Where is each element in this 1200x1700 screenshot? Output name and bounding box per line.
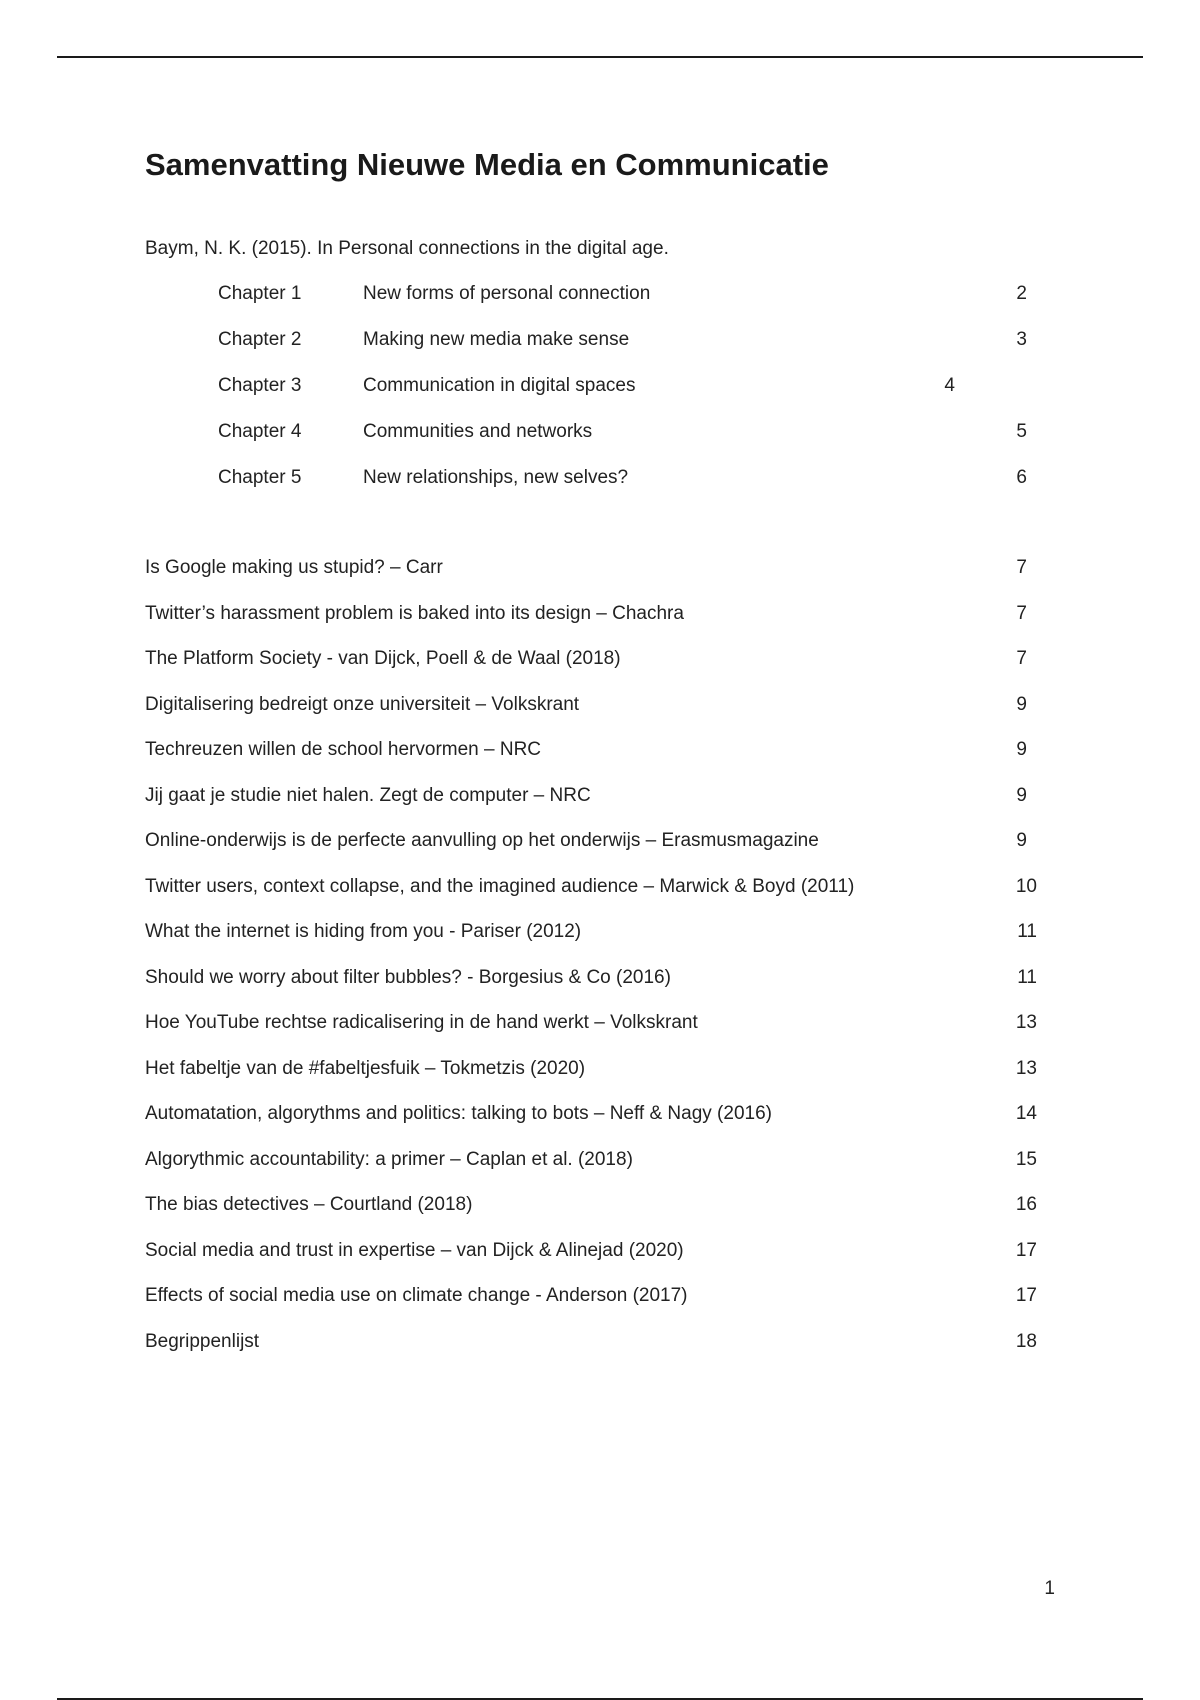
- article-page: 13: [1015, 1057, 1037, 1079]
- toc-article-row[interactable]: [0, 1058, 1200, 1104]
- article-title: What the internet is hiding from you - Pariser (2012): [145, 921, 582, 942]
- article-page: 9: [1016, 784, 1027, 806]
- chapter-page: 6: [1016, 467, 1027, 488]
- article-page: 7: [1016, 648, 1027, 669]
- toc-article-row[interactable]: [0, 739, 1200, 785]
- chapter-label: Chapter 5: [218, 467, 302, 488]
- chapter-title: Communities and networks: [363, 421, 593, 442]
- article-page: 7: [1016, 557, 1027, 578]
- toc-article-row[interactable]: [0, 1285, 1200, 1331]
- article-title: Jij gaat je studie niet halen. Zegt de computer – NRC: [145, 784, 591, 806]
- chapter-title: Making new media make sense: [363, 329, 630, 350]
- chapter-label: Chapter 3: [218, 375, 302, 396]
- chapter-title: Communication in digital spaces: [363, 375, 636, 396]
- toc-article-row[interactable]: [0, 1012, 1200, 1058]
- article-list: [0, 557, 1200, 1376]
- article-title: Het fabeltje van de #fabeltjesfuik – Tokmetzis (2020): [145, 1057, 586, 1079]
- toc-article-row[interactable]: [0, 1240, 1200, 1286]
- toc-article-row[interactable]: [0, 694, 1200, 740]
- chapter-title: New forms of personal connection: [363, 283, 651, 304]
- toc-article-row[interactable]: [0, 648, 1200, 694]
- article-page: 18: [1015, 1330, 1037, 1352]
- article-page: 16: [1015, 1194, 1037, 1215]
- toc-chapter-row[interactable]: [0, 329, 1200, 375]
- article-title: Is Google making us stupid? – Carr: [145, 557, 443, 578]
- toc-article-row[interactable]: [0, 603, 1200, 649]
- article-page: 9: [1016, 693, 1027, 715]
- chapter-page: 4: [944, 375, 955, 396]
- article-page: 9: [1016, 830, 1027, 851]
- chapter-page: 3: [1016, 329, 1027, 350]
- chapter-page: 2: [1016, 283, 1027, 304]
- chapter-list: [0, 283, 1200, 513]
- article-title: Online-onderwijs is de perfecte aanvulling op het onderwijs – Erasmusmagazine: [145, 830, 819, 851]
- article-page: 17: [1015, 1239, 1037, 1261]
- toc-article-row[interactable]: [0, 921, 1200, 967]
- article-title: Automatation, algorythms and politics: talking to bots – Neff & Nagy (2016): [145, 1103, 772, 1124]
- chapter-label: Chapter 1: [218, 283, 302, 304]
- article-page: 7: [1016, 602, 1027, 624]
- article-page: 11: [1017, 921, 1037, 942]
- article-title: Should we worry about filter bubbles? - Borgesius & Co (2016): [145, 966, 671, 988]
- article-title: Effects of social media use on climate change - Anderson (2017): [145, 1285, 688, 1306]
- chapter-title: New relationships, new selves?: [363, 467, 629, 488]
- article-title: Hoe YouTube rechtse radicalisering in de hand werkt – Volkskrant: [145, 1012, 698, 1033]
- intro-reference: Baym, N. K. (2015). In Personal connections in the digital age.: [145, 238, 669, 259]
- toc-article-row[interactable]: [0, 876, 1200, 922]
- article-page: 13: [1015, 1012, 1037, 1033]
- article-title: Techreuzen willen de school hervormen – NRC: [145, 739, 542, 760]
- document-title: Samenvatting Nieuwe Media en Communicatie: [145, 147, 829, 182]
- toc-article-row[interactable]: [0, 967, 1200, 1013]
- article-page: 10: [1015, 875, 1037, 897]
- toc-chapter-row[interactable]: [0, 421, 1200, 467]
- article-title: Twitter’s harassment problem is baked into its design – Chachra: [145, 602, 684, 624]
- article-title: The bias detectives – Courtland (2018): [145, 1194, 473, 1215]
- article-title: The Platform Society - van Dijck, Poell & de Waal (2018): [145, 648, 621, 669]
- toc-chapter-row[interactable]: [0, 467, 1200, 513]
- chapter-page: 5: [1016, 421, 1027, 442]
- article-title: Digitalisering bedreigt onze universiteit – Volkskrant: [145, 693, 580, 715]
- article-page: 15: [1015, 1148, 1037, 1170]
- article-title: Algorythmic accountability: a primer – Caplan et al. (2018): [145, 1148, 633, 1170]
- toc-article-row[interactable]: [0, 785, 1200, 831]
- article-title: Twitter users, context collapse, and the imagined audience – Marwick & Boyd (2011): [145, 875, 855, 897]
- toc-article-row[interactable]: [0, 1331, 1200, 1377]
- toc-article-row[interactable]: [0, 1103, 1200, 1149]
- toc-chapter-row[interactable]: [0, 283, 1200, 329]
- toc-article-row[interactable]: [0, 830, 1200, 876]
- chapter-label: Chapter 4: [218, 421, 302, 442]
- toc-article-row[interactable]: [0, 557, 1200, 603]
- article-page: 11: [1017, 966, 1037, 988]
- toc-article-row[interactable]: [0, 1149, 1200, 1195]
- article-page: 9: [1016, 739, 1027, 760]
- article-title: Begrippenlijst: [145, 1330, 260, 1352]
- toc-chapter-row[interactable]: [0, 375, 1200, 421]
- article-page: 17: [1015, 1285, 1037, 1306]
- page-number: 1: [1044, 1578, 1055, 1599]
- header-rule: [57, 56, 1143, 58]
- article-page: 14: [1015, 1103, 1037, 1124]
- toc-article-row[interactable]: [0, 1194, 1200, 1240]
- article-title: Social media and trust in expertise – van Dijck & Alinejad (2020): [145, 1239, 684, 1261]
- chapter-label: Chapter 2: [218, 329, 302, 350]
